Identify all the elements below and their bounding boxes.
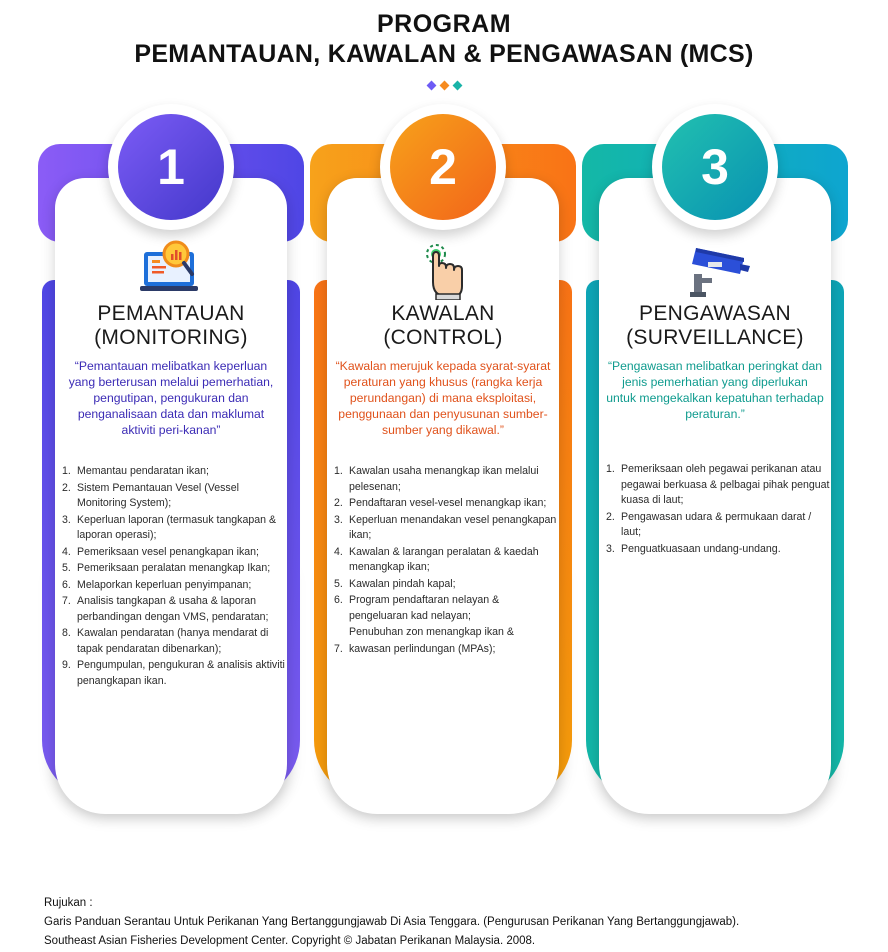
definition-quote: “Pemantauan melibatkan keperluan yang berterusan melalui pemerhatian, pengutipan, pengukuran dan penganalisaan data dan maklumat aktiviti peri-kanan”: [68, 359, 274, 437]
list-item: [334, 464, 558, 495]
list-item-number: 1.: [606, 463, 615, 475]
definition-quote: “Kawalan merujuk kepada syarat-syarat peraturan yang khusus (rangka kerja perundangan) di mana eksploitasi, penggunaan dan penyusunan sumber-sumber yang dikawal.”: [335, 359, 551, 437]
list-item: [62, 578, 286, 594]
list-item-number: 1.: [62, 465, 71, 477]
list-item-text: Keperluan laporan (termasuk tangkapan & laporan operasi);: [77, 513, 277, 541]
list-item: [62, 464, 286, 480]
item-list: [606, 462, 830, 558]
list-item-text: Memantau pendaratan ikan;: [77, 465, 209, 477]
list-item: [62, 626, 286, 657]
list-item-number: 5.: [334, 577, 343, 590]
column-surveillance: [582, 104, 864, 844]
list-item-text: Kawalan pendaratan (hanya mendarat di tapak pendaratan dibenarkan);: [77, 627, 269, 655]
list-item: [334, 593, 558, 624]
hand-touch-icon: [406, 240, 480, 300]
definition-quote: “Pengawasan melibatkan peringkat dan jenis pemerhatian yang diperlukan untuk mengekalkan kepatuhan terhadap peraturan.”: [606, 359, 824, 421]
section-heading: KAWALAN (CONTROL): [383, 302, 503, 349]
list-item: [606, 510, 830, 541]
reference-line-2: Southeast Asian Fisheries Development Center. Copyright © Jabatan Perikanan Malaysia. 2008.: [44, 935, 536, 947]
list-item-number: 2.: [62, 481, 71, 494]
list-item-number: 1.: [334, 465, 343, 477]
list-item: [334, 496, 558, 512]
list-item: [62, 594, 286, 625]
list-item: [62, 481, 286, 512]
list-item-number: 2.: [334, 497, 343, 509]
list-item: [62, 561, 286, 577]
list-item-text: Penguatkuasaan undang-undang.: [621, 542, 781, 555]
diamond-icon: [440, 81, 450, 91]
diamond-icon: [427, 81, 437, 91]
list-item-text: Pengumpulan, pengukuran & analisis aktiviti penangkapan ikan.: [77, 659, 285, 687]
list-item-text: Program pendaftaran nelayan & pengeluaran kad nelayan;: [349, 594, 500, 622]
list-item-number: 9.: [62, 659, 71, 671]
reference: [44, 894, 739, 951]
reference-label: Rujukan :: [44, 897, 93, 909]
list-item-number: 8.: [62, 627, 71, 639]
number-badge: 2: [390, 114, 496, 220]
list-item-number: 3.: [334, 513, 343, 526]
list-item-text: Pemeriksaan peralatan menangkap Ikan;: [77, 562, 271, 574]
list-item-number: 7.: [334, 642, 343, 655]
cctv-camera-icon: [678, 240, 752, 300]
list-item-text: Kawalan pindah kapal;: [349, 577, 456, 590]
list-item-number: 6.: [62, 578, 71, 591]
list-item-text: Pendaftaran vesel-vesel menangkap ikan;: [349, 497, 547, 509]
list-item-number: 4.: [62, 545, 71, 558]
column-control: [310, 104, 592, 844]
list-item: [334, 513, 558, 544]
list-item: [606, 542, 830, 558]
list-item-number: 7.: [62, 595, 71, 607]
section-heading: PEMANTAUAN (MONITORING): [94, 302, 248, 349]
column-monitoring: [38, 104, 320, 844]
title-line-2: PEMANTAUAN, KAWALAN & PENGAWASAN (MCS): [134, 40, 754, 68]
number-badge: 3: [662, 114, 768, 220]
list-item-number: 2.: [606, 510, 615, 523]
list-item-text: Kawalan usaha menangkap ikan melalui pelesenan;: [349, 465, 539, 493]
title-line-1: PROGRAM: [376, 10, 512, 38]
monitor-analytics-icon: [134, 240, 208, 300]
list-item-number: 3.: [606, 542, 615, 555]
list-item-number: 6.: [334, 594, 343, 606]
list-item: [62, 545, 286, 561]
item-list: [334, 464, 558, 658]
list-item: [606, 462, 830, 509]
reference-line-1: Garis Panduan Serantau Untuk Perikanan Yang Bertanggungjawab Di Asia Tenggara. (Pengurusan Perikanan Yang Bertanggungjawab).: [44, 916, 740, 928]
list-item-text: Keperluan menandakan vesel penangkapan ikan;: [349, 513, 557, 541]
list-item: [62, 658, 286, 689]
list-item-text: Pemeriksaan vesel penangkapan ikan;: [77, 545, 259, 558]
list-item: [334, 545, 558, 576]
list-item-text: Kawalan & larangan peralatan & kaedah menangkap ikan;: [349, 545, 539, 573]
list-item-number: 3.: [62, 513, 71, 526]
list-item-text: Analisis tangkapan & usaha & laporan perbandingan dengan VMS, pendaratan;: [77, 595, 269, 623]
diamond-icon: [453, 81, 463, 91]
list-item-text: kawasan perlindungan (MPAs);: [349, 642, 496, 655]
list-item: [334, 577, 558, 593]
list-item-number: 5.: [62, 562, 71, 574]
list-item-text: Melaporkan keperluan penyimpanan;: [77, 578, 252, 591]
list-item-text: Pemeriksaan oleh pegawai perikanan atau pegawai berkuasa & pelbagai pihak penguat kuasa di laut;: [621, 463, 830, 506]
list-item: [334, 642, 558, 658]
list-item-text: Pengawasan udara & permukaan darat / laut;: [621, 510, 812, 538]
section-heading: PENGAWASAN (SURVEILLANCE): [626, 302, 804, 349]
list-item-text: Penubuhan zon menangkap ikan &: [349, 626, 514, 638]
list-item: [62, 513, 286, 544]
list-item-text: Sistem Pemantauan Vesel (Vessel Monitoring System);: [77, 481, 239, 509]
decorative-dots: [424, 80, 464, 92]
number-badge: 1: [118, 114, 224, 220]
item-list: [62, 464, 286, 690]
list-item: [334, 625, 558, 641]
list-item-number: 4.: [334, 545, 343, 558]
